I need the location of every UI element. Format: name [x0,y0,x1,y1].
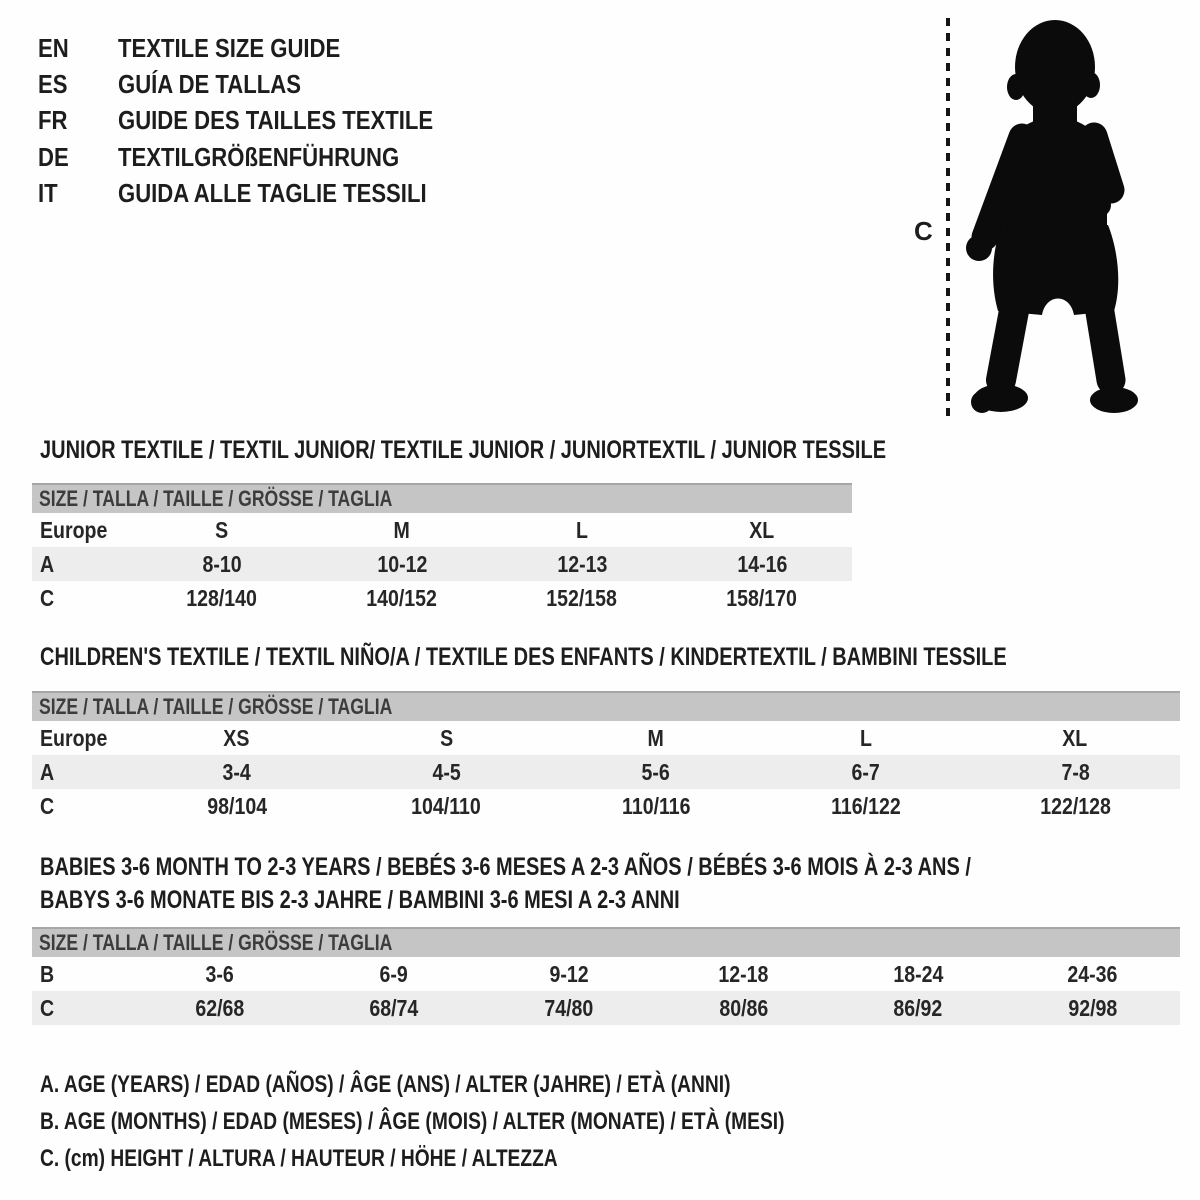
size-value-cell [481,995,656,1022]
language-code [38,105,118,136]
size-value-cell-text: 122/128 [1039,792,1111,819]
size-value-cell-text: 24-36 [1067,960,1118,987]
region-label-text: Europe [40,516,108,543]
language-label-text: GUIDA ALLE TAGLIE TESSILI [118,178,427,209]
row-label [32,961,132,988]
language-code [38,178,118,209]
size-column-header [132,517,312,544]
language-code [38,69,118,100]
size-column-header [551,725,761,752]
region-label [32,725,132,752]
row-label-text: A [40,550,55,577]
language-label [118,69,333,100]
size-value-cell-text: 8-10 [202,550,242,577]
size-value-cell-text: 128/140 [186,584,258,611]
size-column-header [970,725,1180,752]
size-value-cell-text: 12-18 [718,960,769,987]
table-header-row [32,513,852,547]
size-value-cell [132,759,342,786]
row-label-text: C [40,584,55,611]
language-list [38,30,489,212]
table-row-a [32,547,852,581]
language-code [38,142,118,173]
size-value-cell [672,585,852,612]
junior-section-heading-text: JUNIOR TEXTILE / TEXTIL JUNIOR/ TEXTILE JUNIOR / JUNIORTEXTIL / JUNIOR TESSILE [40,436,887,464]
size-value-cell-text: 158/170 [726,584,798,611]
legend-line-b-text: B. AGE (MONTHS) / EDAD (MESES) / ÂGE (MOIS) / ALTER (MONATE) / ETÀ (MESI) [40,1107,785,1135]
size-value-cell [1005,961,1180,988]
size-value-cell-text: 104/110 [411,792,482,819]
size-value-cell-text: 6-7 [851,758,880,785]
size-value-cell [312,585,492,612]
size-bar-label: SIZE / TALLA / TAILLE / GRÖSSE / TAGLIA [39,930,393,955]
size-value-cell-text: 98/104 [206,792,267,819]
language-code-text: FR [38,105,68,136]
legend-line-c [40,1140,971,1177]
size-value-cell-text: 14-16 [736,550,787,577]
size-bar-label: SIZE / TALLA / TAILLE / GRÖSSE / TAGLIA [39,486,393,511]
size-value-cell-text: 62/68 [194,994,244,1021]
size-value-cell [132,585,312,612]
size-value-cell [970,759,1180,786]
size-value-cell [551,759,761,786]
size-value-cell-text: 116/122 [830,792,901,819]
size-value-cell [492,551,672,578]
babies-section-heading [40,851,1200,917]
size-value-cell [481,961,656,988]
language-label [118,178,481,209]
toddler-silhouette [966,20,1138,413]
size-value-cell-text: 7-8 [1061,758,1090,785]
size-column-header-text: XS [223,724,250,751]
size-value-cell-text: 4-5 [432,758,461,785]
table-row-a [32,755,1180,789]
language-label-text: GUÍA DE TALLAS [118,69,301,100]
language-label-text: TEXTILGRÖßENFÜHRUNG [118,141,400,172]
size-value-cell [831,995,1006,1022]
size-value-cell [672,551,852,578]
size-column-header [312,517,492,544]
row-label [32,793,132,820]
size-value-cell-text: 152/158 [546,584,618,611]
size-value-cell [970,793,1180,820]
size-value-cell-text: 5-6 [641,758,671,785]
table-header-row [32,721,1180,755]
size-value-cell [656,961,831,988]
size-value-cell-text: 3-6 [205,960,234,987]
language-code [38,33,118,64]
size-value-cell [656,995,831,1022]
size-value-cell [342,759,552,786]
size-value-cell-text: 110/116 [621,792,691,819]
children-table-body [32,721,1180,823]
size-column-header-text: L [859,724,872,751]
size-value-cell-text: 6-9 [379,960,409,987]
language-label [118,142,449,173]
language-code-text: DE [38,141,69,172]
size-column-header [342,725,552,752]
size-bar [32,483,852,513]
babies-heading-line-1: BABIES 3-6 MONTH TO 2-3 YEARS / BEBÉS 3-6 MESES A 2-3 AÑOS / BÉBÉS 3-6 MOIS À 2-3 ANS / [40,853,971,881]
legend-line-c-text: C. (cm) HEIGHT / ALTURA / HAUTEUR / HÖHE / ALTEZZA [40,1144,558,1172]
language-code-text: EN [38,32,69,63]
children-section-heading-text: CHILDREN'S TEXTILE / TEXTIL NIÑO/A / TEXTILE DES ENFANTS / KINDERTEXTIL / BAMBINI TESSILE [40,643,1007,671]
size-value-cell [132,961,307,988]
size-value-cell [761,793,971,820]
size-column-header-text: S [215,516,229,543]
size-column-header-text: M [393,516,411,543]
size-value-cell [132,551,312,578]
size-column-header [132,725,342,752]
language-row-it [38,176,489,212]
junior-size-table [32,483,852,615]
language-code-text: IT [38,178,58,209]
size-value-cell [1005,995,1180,1022]
legend-line-a [40,1066,971,1103]
row-label [32,585,132,612]
size-value-cell [551,793,761,820]
babies-size-table [32,927,1180,1025]
region-label [32,517,132,544]
row-label-text: A [40,758,55,785]
size-column-header-text: S [439,724,453,751]
size-value-cell-text: 3-4 [222,758,251,785]
row-label [32,759,132,786]
size-value-cell [342,793,552,820]
size-value-cell-text: 18-24 [893,960,944,987]
size-value-cell-text: 9-12 [549,960,589,987]
junior-section-heading [40,434,1098,467]
size-value-cell-text: 10-12 [376,550,427,577]
size-value-cell [831,961,1006,988]
size-value-cell [307,995,482,1022]
size-value-cell-text: 92/98 [1068,994,1118,1021]
row-label-text: C [40,792,55,819]
language-label [118,33,379,64]
region-label-text: Europe [40,724,108,751]
size-column-header-text: XL [749,516,775,543]
language-label-text: GUIDE DES TAILLES TEXTILE [118,105,434,136]
size-value-cell [132,995,307,1022]
measure-label-c: C [914,216,933,246]
table-row-c [32,581,852,615]
babies-table-body [32,957,1180,1025]
size-value-cell-text: 68/74 [369,994,419,1021]
language-row-fr [38,103,489,139]
legend [40,1066,971,1177]
row-label-text: C [40,994,55,1021]
size-bar [32,927,1180,957]
size-column-header-text: XL [1062,724,1088,751]
language-label [118,105,489,136]
row-label [32,551,132,578]
legend-line-b [40,1103,971,1140]
row-label [32,995,132,1022]
size-value-cell-text: 86/92 [893,994,943,1021]
row-label-text: B [40,960,55,987]
children-section-heading [40,641,1200,674]
size-value-cell-text: 80/86 [718,994,768,1021]
table-row-b [32,957,1180,991]
size-column-header-text: L [576,516,588,543]
language-row-de [38,139,489,175]
size-value-cell-text: 74/80 [544,994,594,1021]
size-column-header-text: M [647,724,665,751]
legend-line-a-text: A. AGE (YEARS) / EDAD (AÑOS) / ÂGE (ANS) / ALTER (JAHRE) / ETÀ (ANNI) [40,1070,731,1098]
babies-heading-line-2: BABYS 3-6 MONATE BIS 2-3 JAHRE / BAMBINI 3-6 MESI A 2-3 ANNI [40,886,680,914]
size-bar [32,691,1180,721]
language-label-text: TEXTILE SIZE GUIDE [118,32,341,63]
language-row-es [38,66,489,102]
size-column-header [672,517,852,544]
size-column-header [761,725,971,752]
children-size-table [32,691,1180,823]
size-value-cell-text: 12-13 [556,550,607,577]
table-row-c [32,991,1180,1025]
toddler-silhouette-icon [900,14,1150,424]
size-column-header [492,517,672,544]
size-value-cell-text: 140/152 [366,584,438,611]
size-value-cell [492,585,672,612]
junior-table-body [32,513,852,615]
size-value-cell [132,793,342,820]
language-code-text: ES [38,69,68,100]
size-value-cell [761,759,971,786]
size-bar-label: SIZE / TALLA / TAILLE / GRÖSSE / TAGLIA [39,694,393,719]
language-row-en [38,30,489,66]
size-value-cell [312,551,492,578]
size-value-cell [307,961,482,988]
table-row-c [32,789,1180,823]
figure-height-measure [900,14,1150,424]
